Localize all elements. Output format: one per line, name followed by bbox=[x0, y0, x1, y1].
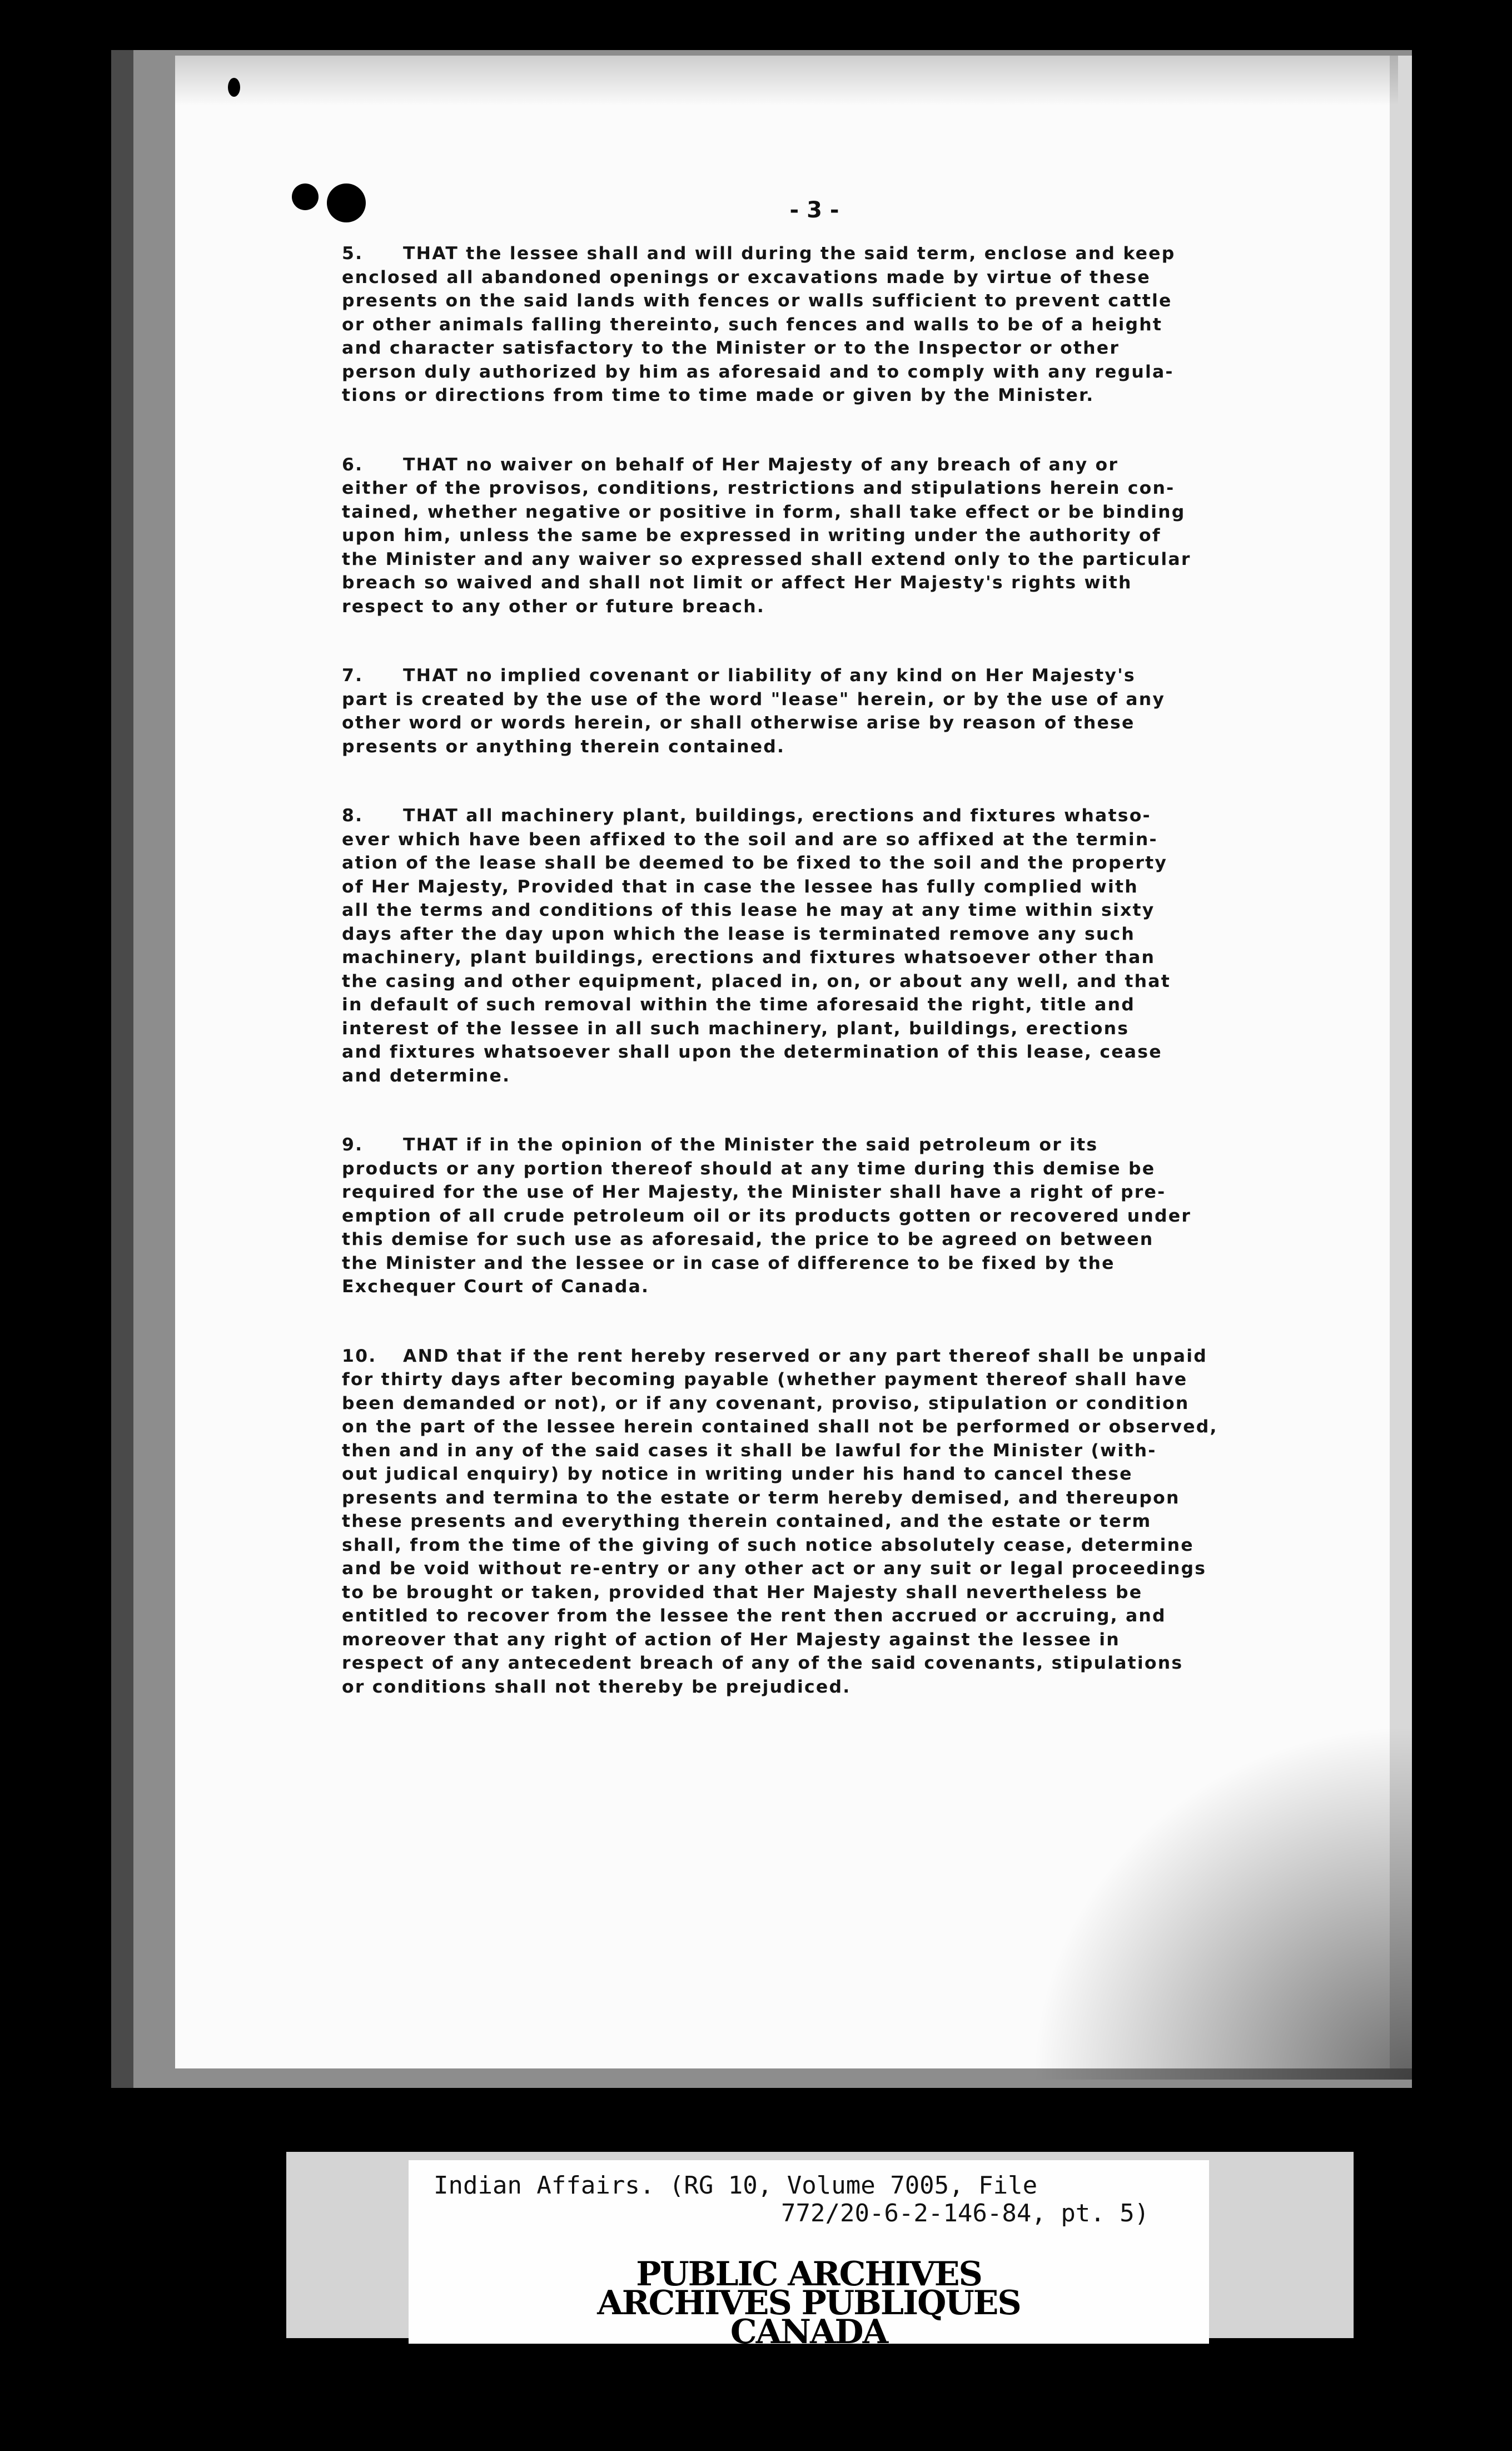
archive-name-english: PUBLIC ARCHIVES bbox=[636, 2255, 982, 2294]
clause-line: or conditions shall not thereby be prejudiced. bbox=[342, 1676, 851, 1697]
clause-line: machinery, plant buildings, erections and fixtures whatsoever other than bbox=[342, 947, 1156, 968]
clause-line: these presents and everything therein contained, and the estate or term bbox=[342, 1511, 1152, 1531]
clause-number: 9. bbox=[342, 1135, 364, 1155]
clause-line bbox=[342, 664, 1326, 688]
punch-hole-mark bbox=[327, 183, 366, 222]
archive-name-french: ARCHIVES PUBLIQUES bbox=[597, 2284, 1021, 2323]
clause-7 bbox=[342, 664, 1326, 758]
clause-line: required for the use of Her Majesty, the Minister shall have a right of pre- bbox=[342, 1182, 1166, 1202]
clause-number: 6. bbox=[342, 454, 364, 475]
clause-text: THAT the lessee shall and will during the said term, enclose and keep bbox=[403, 244, 1176, 264]
clause-line: for thirty days after becoming payable (whether payment thereof shall have bbox=[342, 1370, 1188, 1390]
clause-line bbox=[342, 1133, 1326, 1157]
punch-hole-mark bbox=[292, 183, 319, 210]
clause-text: AND that if the rent hereby reserved or any part thereof shall be unpaid bbox=[403, 1346, 1207, 1366]
clause-line: other word or words herein, or shall otherwise arise by reason of these bbox=[342, 713, 1135, 733]
clause-line: products or any portion thereof should at any time during this demise be bbox=[342, 1158, 1156, 1179]
clause-text: THAT all machinery plant, buildings, erections and fixtures whatso- bbox=[403, 806, 1151, 826]
clause-line: in default of such removal within the time aforesaid the right, title and bbox=[342, 995, 1135, 1015]
clause-9 bbox=[342, 1133, 1326, 1299]
clause-line: of Her Majesty, Provided that in case the lessee has fully complied with bbox=[342, 876, 1138, 897]
archive-reference-line-2: 772/20-6-2-146-84, pt. 5) bbox=[781, 2199, 1150, 2227]
clause-line: days after the day upon which the lease is terminated remove any such bbox=[342, 924, 1136, 944]
ink-spot-mark bbox=[228, 78, 240, 97]
archive-country: CANADA bbox=[730, 2313, 888, 2351]
clause-line bbox=[342, 453, 1326, 477]
clause-8 bbox=[342, 804, 1326, 1088]
clause-line: tained, whether negative or positive in form, shall take effect or be binding bbox=[342, 502, 1186, 522]
clause-line: the Minister and any waiver so expressed shall extend only to the particular bbox=[342, 549, 1191, 569]
clause-line: Exchequer Court of Canada. bbox=[342, 1277, 650, 1297]
clause-5 bbox=[342, 242, 1326, 408]
clause-line: then and in any of the said cases it shall be lawful for the Minister (with- bbox=[342, 1440, 1157, 1461]
clause-line: on the part of the lessee herein contained shall not be performed or observed, bbox=[342, 1417, 1218, 1437]
clause-line: or other animals falling thereinto, such fences and walls to be of a height bbox=[342, 314, 1163, 335]
clause-number: 5. bbox=[342, 244, 364, 264]
archive-reference-line-1: Indian Affairs. (RG 10, Volume 7005, File bbox=[434, 2171, 1038, 2200]
clause-text: THAT no waiver on behalf of Her Majesty of any breach of any or bbox=[403, 454, 1119, 475]
clause-line: part is created by the use of the word "lease" herein, or by the use of any bbox=[342, 689, 1166, 710]
clause-line: presents on the said lands with fences or walls sufficient to prevent cattle bbox=[342, 291, 1172, 311]
clause-line: and determine. bbox=[342, 1065, 511, 1086]
lease-clauses bbox=[342, 242, 1326, 1744]
clause-line: the Minister and the lessee or in case of difference to be fixed by the bbox=[342, 1253, 1115, 1273]
clause-line bbox=[342, 1344, 1326, 1368]
clause-10 bbox=[342, 1344, 1326, 1699]
clause-line: emption of all crude petroleum oil or its products gotten or recovered under bbox=[342, 1205, 1192, 1226]
clause-line: and fixtures whatsoever shall upon the determination of this lease, cease bbox=[342, 1042, 1162, 1062]
clause-line: out judical enquiry) by notice in writing under his hand to cancel these bbox=[342, 1464, 1133, 1484]
clause-line: to be brought or taken, provided that Her Majesty shall nevertheless be bbox=[342, 1582, 1143, 1602]
clause-line: person duly authorized by him as aforesaid and to comply with any regula- bbox=[342, 361, 1174, 382]
clause-line: shall, from the time of the giving of such notice absolutely cease, determine bbox=[342, 1535, 1194, 1555]
clause-line: been demanded or not), or if any covenant, proviso, stipulation or condition bbox=[342, 1393, 1190, 1413]
page-number: - 3 - bbox=[789, 197, 839, 223]
clause-line: respect of any antecedent breach of any of the said covenants, stipulations bbox=[342, 1653, 1183, 1673]
clause-line: entitled to recover from the lessee the rent then accrued or accruing, and bbox=[342, 1606, 1166, 1626]
clause-line: ever which have been affixed to the soil and are so affixed at the termin- bbox=[342, 829, 1158, 850]
clause-line: upon him, unless the same be expressed in writing under the authority of bbox=[342, 525, 1161, 545]
clause-line: either of the provisos, conditions, restrictions and stipulations herein con- bbox=[342, 478, 1175, 498]
clause-line: ation of the lease shall be deemed to be fixed to the soil and the property bbox=[342, 853, 1168, 873]
clause-number: 8. bbox=[342, 806, 364, 826]
clause-line: this demise for such use as aforesaid, the price to be agreed on between bbox=[342, 1229, 1154, 1249]
clause-line: the casing and other equipment, placed in, on, or about any well, and that bbox=[342, 971, 1171, 991]
clause-line: respect to any other or future breach. bbox=[342, 596, 765, 617]
clause-line: tions or directions from time to time made or given by the Minister. bbox=[342, 385, 1095, 405]
clause-line: enclosed all abandoned openings or excavations made by virtue of these bbox=[342, 267, 1151, 287]
microfilm-frame-edge bbox=[111, 50, 133, 2088]
clause-number: 10. bbox=[342, 1346, 377, 1366]
clause-text: THAT no implied covenant or liability of any kind on Her Majesty's bbox=[403, 666, 1136, 686]
page-top-smudge bbox=[175, 56, 1398, 106]
page-corner-speckle bbox=[1001, 1696, 1412, 2080]
clause-line: breach so waived and shall not limit or affect Her Majesty's rights with bbox=[342, 573, 1132, 593]
clause-line bbox=[342, 804, 1326, 828]
clause-line: presents and termina to the estate or term hereby demised, and thereupon bbox=[342, 1487, 1180, 1508]
clause-line: and be void without re-entry or any other act or any suit or legal proceedings bbox=[342, 1559, 1207, 1579]
clause-line: moreover that any right of action of Her Majesty against the lessee in bbox=[342, 1629, 1120, 1650]
clause-text: THAT if in the opinion of the Minister the said petroleum or its bbox=[403, 1135, 1098, 1155]
clause-line bbox=[342, 242, 1326, 266]
clause-number: 7. bbox=[342, 666, 364, 686]
clause-line: and character satisfactory to the Minister or to the Inspector or other bbox=[342, 338, 1120, 358]
clause-6 bbox=[342, 453, 1326, 619]
clause-line: interest of the lessee in all such machinery, plant, buildings, erections bbox=[342, 1018, 1130, 1039]
clause-line: all the terms and conditions of this lease he may at any time within sixty bbox=[342, 900, 1155, 920]
clause-line: presents or anything therein contained. bbox=[342, 736, 785, 757]
